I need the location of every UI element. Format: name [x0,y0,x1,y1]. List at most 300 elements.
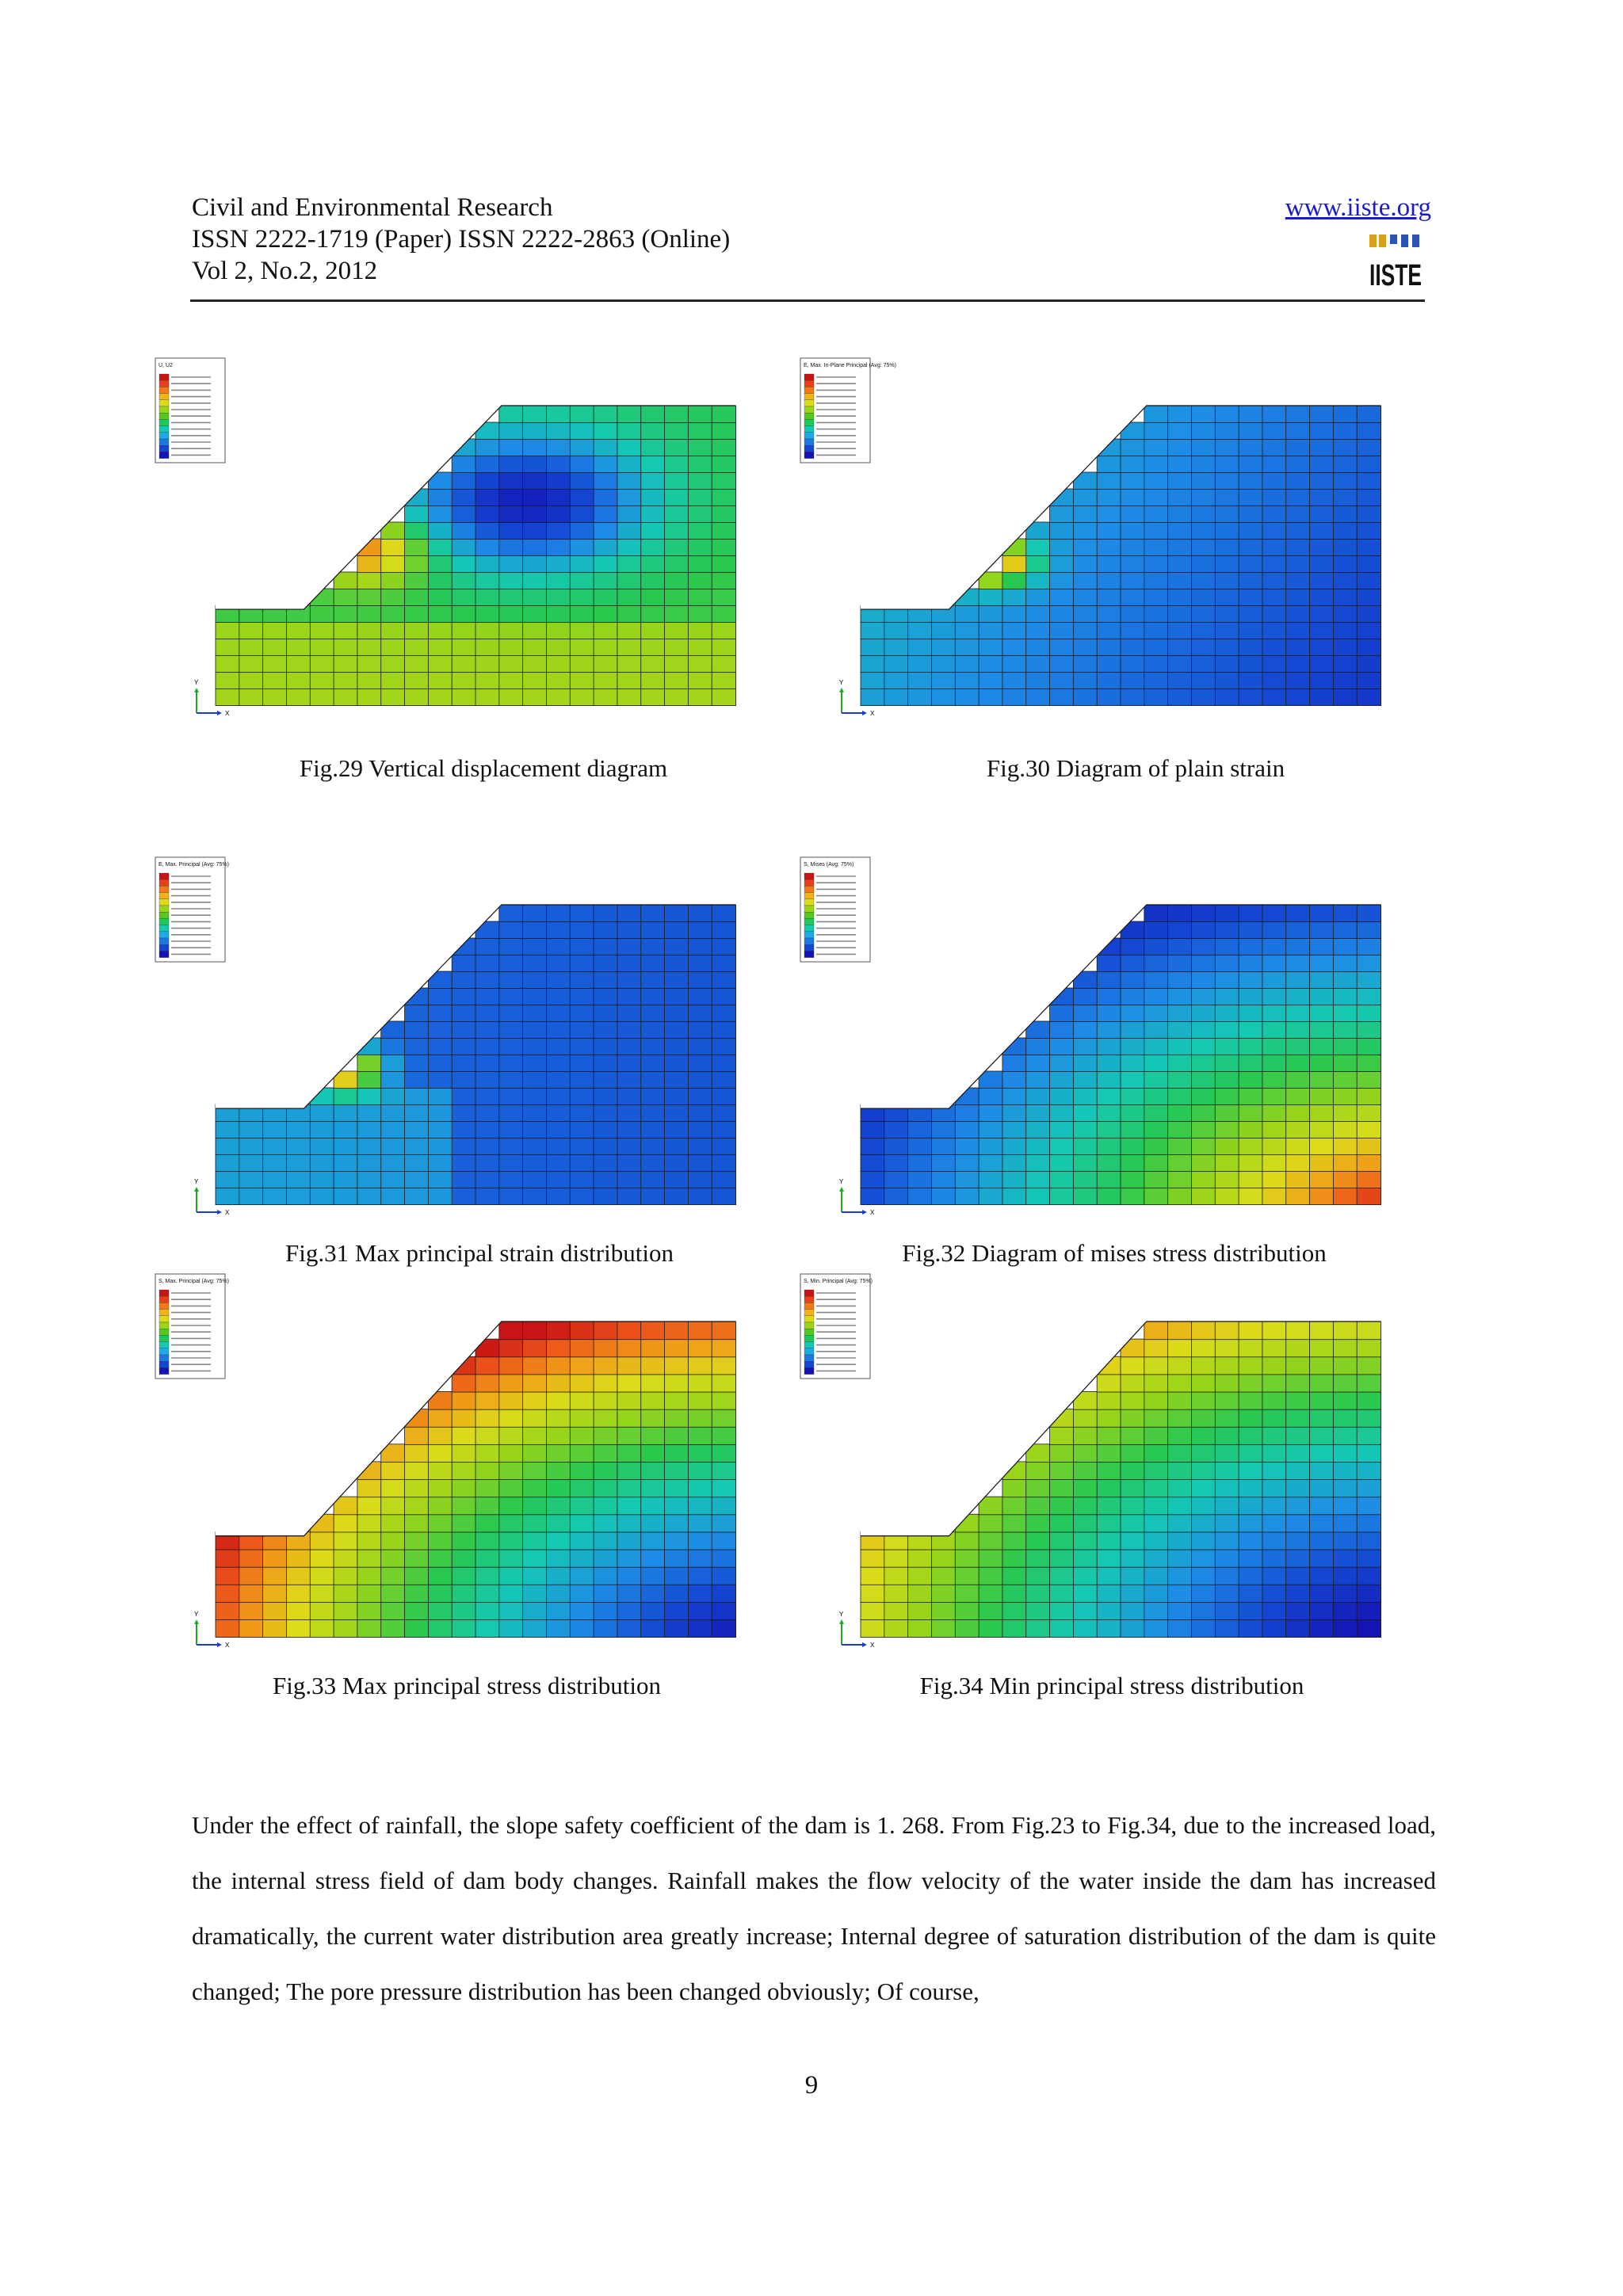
mesh-cell [665,456,689,473]
caption-fig34: Fig.34 Min principal stress distribution [919,1672,1304,1699]
mesh-cell [475,555,499,573]
legend-swatch [804,1367,814,1374]
mesh-cell [475,988,499,1005]
mesh-cell [641,1038,665,1055]
mesh-cell [1310,1356,1334,1375]
mesh-cell [665,1391,689,1409]
mesh-cell [334,1088,357,1105]
mesh-cell [570,639,594,656]
mesh-cell [1144,1138,1168,1155]
mesh-cell [1357,971,1381,989]
mesh-cell [665,1479,689,1497]
contour-legend [155,1274,229,1379]
axis-y-label: Y [194,1611,199,1618]
mesh-cell [712,622,735,639]
mesh-cell [1073,589,1097,606]
mesh-cell [1097,988,1121,1005]
mesh-cell [1262,655,1286,673]
mesh-cell [1144,1479,1168,1497]
mesh-cell [884,639,908,656]
mesh-cell [688,505,712,523]
mesh-cell [665,422,689,440]
mesh-cell [1262,688,1286,706]
mesh-cell [475,1497,499,1515]
mesh-cell [1215,572,1239,589]
mesh-cell [546,1121,570,1138]
mesh-cell [688,1322,712,1340]
mesh-cell [216,1188,239,1205]
mesh-cell [688,1602,712,1620]
mesh-cell [452,1585,475,1603]
mesh-cell [1097,1497,1121,1515]
mesh-cell [1333,1391,1357,1409]
mesh-cell [712,1409,735,1428]
mesh-cell [688,522,712,540]
mesh-cell [1191,1038,1215,1055]
mesh-cell [594,1567,617,1585]
mesh-cell [1310,1602,1334,1620]
mesh-cell [594,672,617,689]
mesh-cell [1097,1005,1121,1022]
mesh-cell [1002,1138,1026,1155]
mesh-cell [1050,1549,1074,1567]
mesh-cell [1239,1005,1262,1022]
mesh-cell [475,622,499,639]
mesh-cell [594,1339,617,1357]
mesh-cell [286,655,310,673]
mesh-cell [1357,921,1381,939]
legend-swatch [159,951,169,957]
mesh-cell [712,1514,735,1532]
mesh-cell [1097,1462,1121,1480]
mesh-cell [688,921,712,939]
legend-swatch [804,1316,814,1322]
mesh-cell [1239,938,1262,955]
mesh-cell [1357,505,1381,523]
mesh-cell [428,1479,452,1497]
mesh-cell [570,1444,594,1463]
axis-y-label: Y [839,679,844,686]
mesh-cell [357,1549,381,1567]
legend-swatch [159,893,169,899]
mesh-cell [665,1549,689,1567]
mesh-cell [861,1602,884,1620]
mesh-cell [1215,1409,1239,1428]
mesh-cell [1144,505,1168,523]
mesh-cell [1215,1479,1239,1497]
mesh-cell [908,1585,932,1603]
mesh-cell [216,1121,239,1138]
mesh-cell [979,655,1002,673]
mesh-cell [452,1619,475,1638]
mesh-cell [546,1567,570,1585]
mesh-cell [1333,622,1357,639]
mesh-cell [1073,1188,1097,1205]
mesh-cell [594,1322,617,1340]
mesh-cell [428,1497,452,1515]
mesh-cell [1262,439,1286,456]
mesh-cell [1002,1514,1026,1532]
mesh-cell [1073,622,1097,639]
mesh-cell [1239,1619,1262,1638]
mesh-cell [1239,672,1262,689]
mesh-cell [1097,1567,1121,1585]
mesh-cell [1310,1322,1334,1340]
mesh-cell [955,605,979,623]
mesh-cell [1286,589,1310,606]
mesh-cell [381,622,405,639]
header-rule [190,299,1425,302]
mesh-cell [1144,672,1168,689]
mesh-cell [1333,1021,1357,1039]
mesh-cell [475,1531,499,1550]
mesh-cell [617,489,641,506]
mesh-cell [712,688,735,706]
mesh-cell [688,1409,712,1428]
legend-swatch [804,938,814,944]
mesh-cell [334,1602,357,1620]
mesh-cell [1002,605,1026,623]
mesh-cell [955,1138,979,1155]
mesh-cell [665,921,689,939]
mesh-cell [1168,1531,1192,1550]
mesh-cell [405,1531,429,1550]
mesh-cell [357,1138,381,1155]
figure-31-max-principal-strain [155,857,742,1222]
mesh-cell [310,688,334,706]
mesh-cell [665,1497,689,1515]
mesh-cell [1097,589,1121,606]
mesh-cell [239,1154,263,1172]
mesh-cell [499,505,523,523]
mesh-cell [452,456,475,473]
mesh-cell [523,1088,547,1105]
mesh-cell [1073,1021,1097,1039]
mesh-cell [1026,655,1050,673]
mesh-cell [1144,1619,1168,1638]
mesh-cell [1144,1038,1168,1055]
mesh-cell [546,921,570,939]
mesh-cell [1215,955,1239,972]
mesh-cell [1286,422,1310,440]
mesh-cell [428,589,452,606]
mesh-cell [381,1567,405,1585]
mesh-cell [1357,639,1381,656]
mesh-cell [452,1121,475,1138]
mesh-cell [452,1497,475,1515]
mesh-cell [428,605,452,623]
mesh-cell [1357,472,1381,490]
mesh-cell [546,938,570,955]
legend-swatch [804,912,814,918]
mesh-cell [1191,1549,1215,1567]
mesh-cell [263,688,287,706]
mesh-cell [1144,971,1168,989]
mesh-cell [1333,1171,1357,1188]
mesh-cell [1310,1462,1334,1480]
mesh-cell [499,1071,523,1089]
mesh-cell [1191,988,1215,1005]
mesh-cell [641,1462,665,1480]
mesh-cell [1262,456,1286,473]
mesh-cell [641,1585,665,1603]
mesh-cell [1239,1427,1262,1445]
mesh-cell [1262,1339,1286,1357]
contour-legend [155,857,229,962]
mesh-cell [1050,555,1074,573]
mesh-cell [1002,1154,1026,1172]
mesh-cell [1333,1427,1357,1445]
figure-33-max-principal-stress [155,1274,742,1654]
mesh-cell [1310,688,1334,706]
mesh-cell [1168,1104,1192,1122]
mesh-cell [1144,539,1168,556]
mesh-cell [1286,1409,1310,1428]
mesh-cell [1333,1531,1357,1550]
legend-swatch [159,932,169,938]
mesh-cell [523,1154,547,1172]
mesh-cell [381,1585,405,1603]
mesh-cell [1097,1071,1121,1089]
mesh-cell [1286,971,1310,989]
mesh-cell [665,1462,689,1480]
mesh-cell [334,1619,357,1638]
mesh-cell [1168,1479,1192,1497]
mesh-cell [499,1462,523,1480]
mesh-cell [1333,605,1357,623]
mesh-cell [979,1619,1002,1638]
mesh-cell [1168,622,1192,639]
mesh-cell [1144,988,1168,1005]
mesh-cell [1168,1322,1192,1340]
legend-swatch [159,1316,169,1322]
mesh-cell [712,1567,735,1585]
mesh-cell [546,1188,570,1205]
mesh-cell [523,605,547,623]
mesh-cell [641,1356,665,1375]
mesh-cell [263,1567,287,1585]
mesh-cell [1097,688,1121,706]
mesh-cell [381,1104,405,1122]
mesh-cell [1191,1339,1215,1357]
mesh-cell [861,1585,884,1603]
mesh-cell [475,1005,499,1022]
mesh-cell [1191,688,1215,706]
mesh-cell [1050,672,1074,689]
mesh-cell [1357,938,1381,955]
mesh-cell [263,622,287,639]
legend-swatch [159,1367,169,1374]
mesh-cell [523,472,547,490]
mesh-cell [908,688,932,706]
mesh-cell [665,1121,689,1138]
mesh-cell [216,1549,239,1567]
mesh-cell [617,422,641,440]
mesh-cell [263,1121,287,1138]
mesh-cell [712,1121,735,1138]
mesh-cell [428,622,452,639]
mesh-cell [523,505,547,523]
mesh-cell [712,605,735,623]
legend-swatch [804,906,814,912]
mesh-cell [570,622,594,639]
mesh-cell [1262,1479,1286,1497]
mesh-cell [1121,1391,1144,1409]
mesh-cell [546,1071,570,1089]
mesh-cell [1215,1121,1239,1138]
mesh-cell [712,672,735,689]
mesh-cell [594,439,617,456]
mesh-cell [641,1567,665,1585]
mesh-cell [1073,988,1097,1005]
legend-swatch [804,1302,814,1309]
mesh-cell [688,971,712,989]
mesh-cell [1097,1171,1121,1188]
mesh-cell [1097,1104,1121,1122]
mesh-cell [594,1154,617,1172]
figure-33-plot [155,1274,742,1654]
axis-x-label: X [225,1209,230,1216]
mesh-cell [1026,1071,1050,1089]
mesh-cell [499,555,523,573]
legend-swatch [159,906,169,912]
mesh-cell [1168,605,1192,623]
mesh-cell [1168,921,1192,939]
mesh-cell [499,639,523,656]
mesh-cell [617,1071,641,1089]
mesh-cell [1168,1462,1192,1480]
mesh-cell [1121,1497,1144,1515]
mesh-cell [475,1104,499,1122]
mesh-cell [1286,505,1310,523]
mesh-cell [594,1171,617,1188]
mesh-cell [1121,1005,1144,1022]
mesh-cell [1050,1104,1074,1122]
mesh-cell [1168,1356,1192,1375]
mesh-cell [1357,1602,1381,1620]
mesh-cell [955,1531,979,1550]
mesh-cell [979,589,1002,606]
mesh-cell [239,1171,263,1188]
mesh-cell [428,1619,452,1638]
mesh-cell [1333,1071,1357,1089]
mesh-cell [475,1088,499,1105]
mesh-cell [861,1138,884,1155]
mesh-cell [499,938,523,955]
mesh-cell [1144,472,1168,490]
mesh-cell [688,1479,712,1497]
mesh-cell [1239,406,1262,423]
mesh-cell [452,622,475,639]
mesh-cell [1191,1071,1215,1089]
mesh-cell [617,505,641,523]
mesh-cell [546,622,570,639]
mesh-cell [1286,1104,1310,1122]
legend-swatch [159,1348,169,1355]
axis-y-label: Y [194,679,199,686]
mesh-cell [1333,921,1357,939]
mesh-cell [1239,1531,1262,1550]
mesh-cell [1144,905,1168,922]
mesh-cell [405,1619,429,1638]
mesh-cell [452,1088,475,1105]
mesh-cell [1310,1071,1334,1089]
mesh-cell [908,622,932,639]
mesh-cell [1286,1138,1310,1155]
mesh-cell [1262,605,1286,623]
body-paragraph: Under the effect of rainfall, the slope safety coefficient of the dam is 1. 268. From Fig.23 to Fig.34, due to the increased load, the internal stress field of dam body changes. Rainfall makes the flow velocity of the water inside the dam has increased dramatically, the current water distribution area greatly increase; Internal degree of saturation distribution of the dam is quite changed; The pore pressure distribution has been changed obviously; Of course, [192,1811,1436,2005]
mesh-cell [475,1391,499,1409]
mesh-cell [641,589,665,606]
mesh-cell [1310,555,1334,573]
website-link[interactable]: www.iiste.org [1285,193,1431,222]
mesh-cell [617,1479,641,1497]
mesh-cell [523,639,547,656]
mesh-cell [1333,589,1357,606]
mesh-cell [1121,622,1144,639]
mesh-cell [1144,1322,1168,1340]
mesh-cell [570,1188,594,1205]
mesh-cell [1215,1005,1239,1022]
mesh-cell [286,622,310,639]
mesh-cell [1215,1391,1239,1409]
mesh-cell [712,456,735,473]
legend-swatch [804,394,814,400]
mesh-cell [357,605,381,623]
mesh-cell [381,1619,405,1638]
mesh-cell [286,639,310,656]
mesh-cell [1191,522,1215,540]
mesh-cell [381,572,405,589]
mesh-cell [861,1154,884,1172]
mesh-cell [1333,489,1357,506]
mesh-cell [1144,938,1168,955]
mesh-cell [1026,1619,1050,1638]
mesh-cell [594,489,617,506]
mesh-cell [523,1339,547,1357]
mesh-cell [1168,1567,1192,1585]
mesh-cell [712,1427,735,1445]
mesh-cell [523,1444,547,1463]
mesh-cell [357,1121,381,1138]
mesh-cell [1262,1497,1286,1515]
mesh-cell [357,572,381,589]
mesh-cell [475,655,499,673]
mesh-cell [1144,1171,1168,1188]
mesh-cell [216,1602,239,1620]
mesh-cell [1357,1104,1381,1122]
legend-swatch [159,1310,169,1316]
mesh-cell [712,1391,735,1409]
mesh-cell [1144,1374,1168,1392]
mesh-cell [1073,489,1097,506]
mesh-cell [357,1619,381,1638]
mesh-cell [381,1071,405,1089]
mesh-cell [452,505,475,523]
figure-32-plot [800,857,1387,1222]
mesh-cell [1333,1339,1357,1357]
mesh-cell [452,1188,475,1205]
mesh-cell [688,1339,712,1357]
mesh-cell [1239,522,1262,540]
mesh-cell [1215,1322,1239,1340]
mesh-cell [641,1121,665,1138]
mesh-cell [499,1497,523,1515]
mesh-cell [475,1602,499,1620]
mesh-cell [1144,1497,1168,1515]
mesh-cell [1239,589,1262,606]
mesh-cell [1215,1188,1239,1205]
